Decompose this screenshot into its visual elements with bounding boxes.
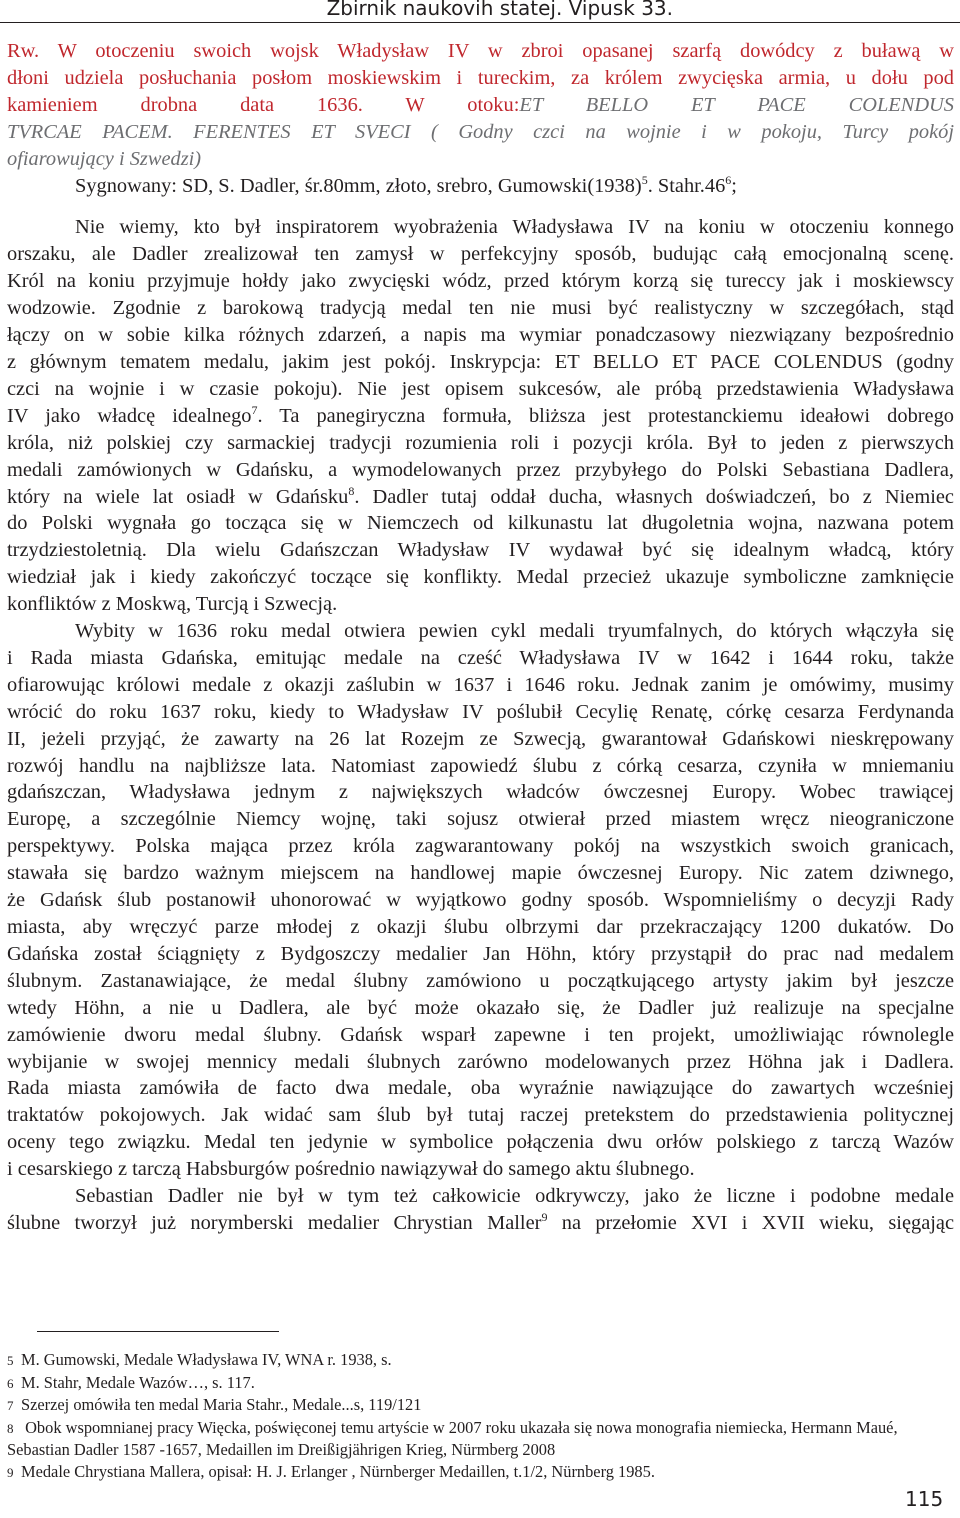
paragraph-line: Wybity w 1636 roku medal otwiera pewien cykl medali tryumfalnych, do których włączyła się: [75, 620, 954, 643]
paragraph-line: perspektywy. Polska mająca przez króla zagwarantowany pokój na wszystkich swoich granicach,: [7, 835, 954, 858]
footnote-number: 5: [7, 1353, 14, 1368]
paragraph-line: wybijanie w swojej mennicy medali ślubnych zarówno modelowanych przez Höhna jak i Dadlera.: [7, 1050, 954, 1073]
paragraph-line: medali zamówionych w Gdańsku, a wymodelowanych przez przybyłego do Polski Sebastiana Dadlera,: [7, 458, 954, 481]
paragraph-line: stawała się bardzo ważnym miejscem na handlowej mapie ówczesnej Europy. Nic zatem dziwnego,: [7, 862, 954, 885]
paragraph-line: trzydziestoletnią. Dla wielu Gdańszczan Władysław IV wydawał być się idealnym władcą, który: [7, 539, 954, 562]
paragraph-line: Gdańska został ściągnięty z Bydgoszczy medalier Jan Höhn, który przystąpił do prac nad medalem: [7, 942, 954, 965]
paragraph-line: traktatów pokojowych. Jak widać sam ślub był tutaj raczej pretekstem do przedstawienia politycznej: [7, 1104, 954, 1127]
footnote-text: Szerzej omówiła ten medal Maria Stahr., Medale...s, 119/121: [21, 1395, 422, 1414]
paragraph-line: łączy on w sobie kilka różnych zdarzeń, a napis ma wymiar ponadczasowy niezwiązany bezpośrednio: [7, 324, 954, 347]
paragraph-line: wiedział jak i kiedy zakończyć toczące się konflikty. Medal przecież ukazuje symboliczne zamknięcie: [7, 566, 954, 589]
footnote-text: M. Gumowski, Medale Władysława IV, WNA r. 1938, s.: [21, 1350, 392, 1369]
paragraph-line: króla, niż polskiej czy sarmackiej tradycji rozumienia roli i pozycji króla. Był to jeden z pierwszych: [7, 431, 954, 454]
intro-line: [7, 92, 954, 119]
paragraph-text: IV jako władcę idealnego: [7, 404, 252, 427]
intro-line: dłoni udziela posłuchania posłom moskiewskim i tureckim, za królem zwycięska armia, u dołu pod: [7, 66, 954, 89]
journal-title: Zbirnik naukovih statej. Vipusk 33.: [326, 0, 673, 20]
intro-line: [7, 38, 954, 65]
paragraph-text: na przełomie XVI i XVII wieku, sięgając: [547, 1211, 954, 1234]
paragraph-line: z głównym tematem medalu, jakim jest pokój. Inskrypcja: ET BELLO ET PACE COLENDUS (godny: [7, 350, 954, 373]
intro-text: W otoczeniu swoich wojsk Władysław IV w zbroi opasanej szarfą dowódcy z buławą w: [39, 40, 954, 62]
footnote-6: [7, 1372, 954, 1395]
page-number: 115: [905, 1487, 944, 1511]
paragraph-line: wrócić do roku 1637 roku, kiedy to Władysław IV poślubił Cecylię Renatę, córkę cesarza Ferdynanda: [7, 700, 954, 723]
paragraph-line: do Polski wygnała go tocząca się w Niemczech od kilkunastu lat długoletnia wojna, nazwana potem: [7, 512, 954, 535]
paragraph-text: który na wiele lat osiadł w Gdańsku: [7, 485, 349, 508]
footnote-9: [7, 1461, 954, 1484]
footnote-number: 9: [7, 1464, 14, 1480]
paragraph-line: że Gdańsk ślub postanowił uhonorować w wyjątkowo godny sposób. Wspomnieliśmy o decyzji Rady: [7, 889, 954, 912]
paragraph-text: . Dadler tutaj oddał ducha, własnych doświadczeń, bo z Niemiec: [354, 485, 954, 508]
signature-line: [7, 173, 954, 200]
inscription-line: TVRCAE PACEM. FERENTES ET SVECI ( Godny czci na wojnie i w pokoju, Turcy pokój: [7, 120, 954, 143]
footnote-8: [7, 1417, 954, 1440]
paragraph-line: II, jeżeli przyjąć, że zawarty na 26 lat Rozejm ze Szwecją, gwarantował Gdańskowi nieskrępowany: [7, 727, 954, 750]
footnotes: [7, 1349, 954, 1483]
paragraph-text: ślubne tworzył już norymberski medalier Chrystian Maller: [7, 1211, 542, 1234]
intro-text: kamieniem drobna data 1636. W otoku:: [7, 93, 520, 116]
paragraph-gap: [7, 199, 954, 214]
paragraph-line: orszaku, ale Dadler zrealizował ten zamysł w perfekcyjny sposób, budując całą emocjonalną scenę.: [7, 243, 954, 266]
paragraph-line: Sebastian Dadler nie był w tym też całkowicie odkrywczy, jako że liczne i podobne medale: [75, 1185, 954, 1208]
signature-text: Sygnowany: SD, S. Dadler, śr.80mm, złoto, srebro, Gumowski(1938): [75, 174, 642, 197]
reverse-label: Rw.: [7, 40, 40, 62]
paragraph-line: i Rada miasta Gdańska, emitując medale na cześć Władysława IV w 1642 i 1644 roku, także: [7, 646, 954, 669]
running-header: [0, 0, 960, 23]
paragraph-line: ślubnym. Zastanawiające, że medal ślubny zamówiono u początkującego artysty jakim był jeszcze: [7, 969, 954, 992]
footnote-ref: 5: [641, 172, 648, 187]
paragraph-line: Nie wiemy, kto był inspiratorem wyobrażenia Władysława IV na koniu w otoczeniu konnego: [75, 216, 954, 239]
footnote-divider: [37, 1331, 279, 1332]
paragraph-text: . Ta panegiryczna formuła, bliższa jest protestanckiemu ideałowi dobrego: [257, 404, 954, 427]
footnote-ref: 8: [348, 483, 355, 498]
footnote-text: Medale Chrystiana Mallera, opisał: H. J. Erlanger , Nürnberger Medaillen, t.1/2, Nürnberg 1985.: [21, 1461, 655, 1481]
footnote-ref: 9: [541, 1210, 548, 1225]
footnote-number: 7: [7, 1398, 14, 1413]
footnote-number: 6: [7, 1375, 14, 1391]
paragraph-line: Europę, a szczególnie Niemcy wojnę, taki sojusz otwierał przed miastem wręcz nieograniczone: [7, 808, 954, 831]
paragraph-line: wodzowie. Zgodnie z barokową tradycją medal ten nie musi być realistyczny w szczegółach, stąd: [7, 297, 954, 320]
footnote-text: Obok wspomnianej pracy Więcka, poświęconej temu artyście w 2007 roku ukazała się nowa monografia niemiecka, Hermann Maué,: [21, 1417, 898, 1437]
footnote-8-continued: Sebastian Dadler 1587 -1657, Medaillen im Dreißigjährigen Krieg, Nürmberg 2008: [7, 1440, 556, 1459]
footnote-ref: 6: [725, 172, 732, 187]
footnote-5: [7, 1349, 954, 1372]
paragraph-line: Rada miasta zamówiła de facto dwa medale, oba wyraźnie nawiązujące do zawartych wcześniej: [7, 1077, 954, 1100]
paragraph-line: oceny tego związku. Medal ten jedynie w symbolice połączenia dwu orłów polskiego z tarczą Wazów: [7, 1131, 954, 1154]
paragraph-line: konfliktów z Moskwą, Turcją i Szwecją.: [7, 593, 338, 616]
inscription-line: ofiarowujący i Szwedzi): [7, 147, 202, 170]
footnote-number: 8: [7, 1420, 14, 1436]
paragraph-line: wtedy Höhn, a nie u Dadlera, ale być może okazało się, że Dadler już realizuje na specjalne: [7, 996, 954, 1019]
paragraph-line: zamówienie dworu medal ślubny. Gdańsk wsparł zapewne i ten projekt, umożliwiając równolegle: [7, 1023, 954, 1046]
inscription-text: ET BELLO ET PACE COLENDUS: [519, 93, 954, 116]
paragraph-line: [7, 484, 954, 511]
footnote-text: M. Stahr, Medale Wazów…, s. 117.: [21, 1372, 255, 1392]
paragraph-line: [7, 403, 954, 430]
paragraph-line: ofiarowując królowi medale z okazji zaślubin w 1637 i 1646 roku. Jednak zanim je omówimy, musimy: [7, 673, 954, 696]
footnote-7: [7, 1394, 954, 1417]
signature-text: ;: [731, 174, 737, 197]
paragraph-line: Król na koniu przyjmuje hołdy jako zwycięski wódz, przed którym korzą się tureccy jak i moskiewscy: [7, 270, 954, 293]
paragraph-line: gdańszczan, Władysława jednym z największych władców ówczesnej Europy. Wobec trawiącej: [7, 781, 954, 804]
signature-text: . Stahr.46: [647, 174, 726, 197]
paragraph-line: rozwój handlu na najbliższe lata. Natomiast zapowiedź ślubu z córką cesarza, czyniła w mniemaniu: [7, 754, 954, 777]
article-body: [7, 38, 954, 1237]
paragraph-line: miasta, aby wręczyć parze młodej z okazji ślubu olbrzymi dar przekraczający 1200 dukatów. Do: [7, 916, 954, 938]
paragraph-line: [7, 1210, 954, 1237]
paragraph-line: czci na wojnie i w czasie pokoju). Nie jest opisem sukcesów, ale próbą przedstawienia Władysława: [7, 377, 954, 400]
footnote-ref: 7: [251, 402, 258, 417]
paragraph-line: i cesarskiego z tarczą Habsburgów pośrednio nawiązywał do samego aktu ślubnego.: [7, 1158, 695, 1181]
